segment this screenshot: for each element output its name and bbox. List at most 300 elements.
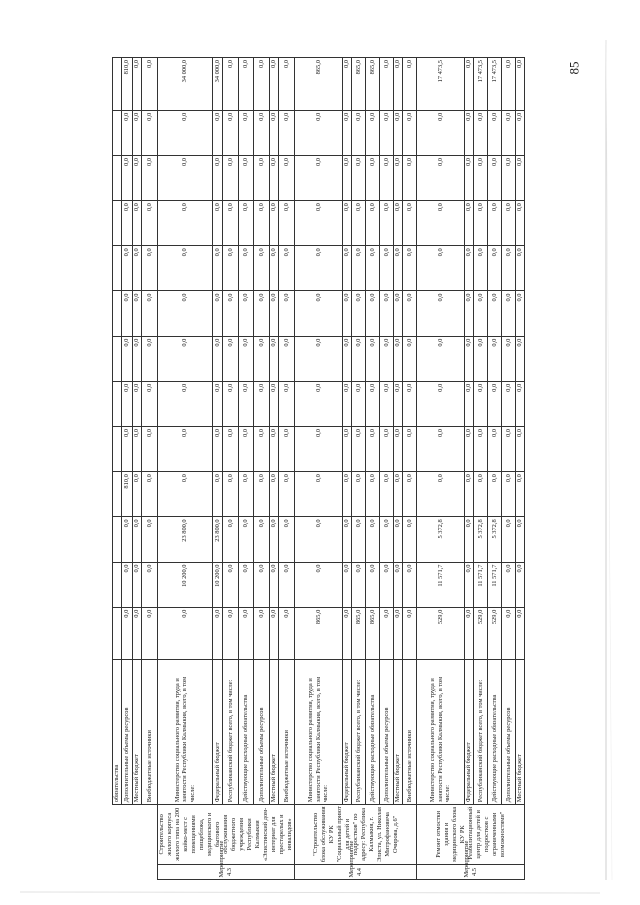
amount-cell: 0,0: [366, 201, 380, 246]
amount-cell: 0,0: [254, 517, 269, 562]
amount-cell: 0,0: [158, 246, 213, 291]
amount-cell: 0,0: [213, 427, 223, 472]
amount-cell: 0,0: [516, 562, 525, 607]
funding-source-cell: Местный бюджет: [133, 660, 142, 804]
amount-cell: 0,0: [213, 381, 223, 426]
amount-cell: 0,0: [223, 427, 238, 472]
amount-cell: 0,0: [474, 201, 488, 246]
amount-cell: 0,0: [366, 472, 380, 517]
amount-cell: 0,0: [295, 110, 343, 155]
amount-cell: 0,0: [295, 201, 343, 246]
amount-cell: 0,0: [254, 562, 269, 607]
amount-cell: 0,0: [295, 517, 343, 562]
amount-cell: 0,0: [133, 472, 142, 517]
table-row: [343, 58, 352, 880]
amount-cell: 0,0: [352, 562, 366, 607]
amount-cell: 0,0: [474, 381, 488, 426]
amount-cell: 865,0: [366, 58, 380, 111]
amount-cell: 0,0: [465, 110, 474, 155]
amount-cell: 0,0: [502, 336, 516, 381]
amount-cell: 0,0: [465, 291, 474, 336]
amount-cell: [113, 562, 122, 607]
amount-cell: 0,0: [502, 562, 516, 607]
amount-cell: 0,0: [417, 427, 465, 472]
amount-cell: 0,0: [223, 562, 238, 607]
amount-cell: 0,0: [213, 110, 223, 155]
amount-cell: 0,0: [133, 562, 142, 607]
amount-cell: 0,0: [213, 155, 223, 200]
amount-cell: 529,0: [417, 607, 465, 660]
amount-cell: 0,0: [213, 246, 223, 291]
amount-cell: 0,0: [269, 155, 279, 200]
amount-cell: [113, 336, 122, 381]
funding-source-cell: обязательства: [113, 660, 122, 804]
amount-cell: 0,0: [343, 472, 352, 517]
amount-cell: 0,0: [223, 58, 238, 111]
funding-source-cell: Республиканский бюджет всего, в том числе:: [223, 660, 238, 804]
amount-cell: 0,0: [122, 291, 133, 336]
amount-cell: 0,0: [403, 336, 417, 381]
amount-cell: 0,0: [417, 155, 465, 200]
amount-cell: 0,0: [122, 201, 133, 246]
amount-cell: 0,0: [417, 110, 465, 155]
amount-cell: 0,0: [488, 427, 502, 472]
amount-cell: 5 372,8: [474, 517, 488, 562]
amount-cell: 0,0: [142, 607, 158, 660]
amount-cell: 0,0: [122, 562, 133, 607]
table-row: [488, 58, 502, 880]
funding-source-cell: Федеральный бюджет: [213, 660, 223, 804]
amount-cell: 0,0: [488, 201, 502, 246]
amount-cell: 0,0: [254, 607, 269, 660]
amount-cell: 0,0: [380, 246, 394, 291]
empty-cell: [113, 804, 122, 864]
amount-cell: 0,0: [502, 246, 516, 291]
amount-cell: 0,0: [238, 607, 253, 660]
amount-cell: 0,0: [394, 246, 403, 291]
amount-cell: 0,0: [343, 607, 352, 660]
amount-cell: 0,0: [213, 201, 223, 246]
amount-cell: 0,0: [352, 381, 366, 426]
amount-cell: 0,0: [133, 607, 142, 660]
funding-source-cell: Внебюджетные источники: [403, 660, 417, 804]
amount-cell: 0,0: [343, 58, 352, 111]
amount-cell: 0,0: [279, 110, 295, 155]
table-row: [502, 58, 516, 880]
amount-cell: 0,0: [223, 155, 238, 200]
amount-cell: 0,0: [122, 381, 133, 426]
amount-cell: 10 200,0: [158, 562, 213, 607]
amount-cell: 0,0: [502, 472, 516, 517]
empty-cell: [113, 864, 122, 879]
funding-source-cell: Внебюджетные источники: [279, 660, 295, 804]
amount-cell: 0,0: [133, 427, 142, 472]
amount-cell: 0,0: [516, 201, 525, 246]
amount-cell: 0,0: [352, 110, 366, 155]
amount-cell: 0,0: [516, 246, 525, 291]
amount-cell: 865,0: [295, 607, 343, 660]
amount-cell: 0,0: [465, 246, 474, 291]
amount-cell: 0,0: [394, 291, 403, 336]
measure-title-cell: "Строительство блока обслуживания КУ РК "Социальный приют для детей и подростков" по адресу: Республика Калмыкия, г. Элиста, ул. Николая Митрофановича Очирова, д.6": [295, 804, 417, 864]
amount-cell: 0,0: [279, 427, 295, 472]
amount-cell: 0,0: [213, 291, 223, 336]
amount-cell: [113, 246, 122, 291]
amount-cell: 0,0: [352, 427, 366, 472]
amount-cell: 0,0: [238, 110, 253, 155]
amount-cell: 0,0: [403, 110, 417, 155]
amount-cell: 0,0: [223, 607, 238, 660]
empty-cell: [122, 864, 133, 879]
amount-cell: 0,0: [394, 562, 403, 607]
amount-cell: 0,0: [352, 291, 366, 336]
amount-cell: 0,0: [380, 607, 394, 660]
amount-cell: 0,0: [366, 110, 380, 155]
amount-cell: 0,0: [465, 336, 474, 381]
amount-cell: 5 372,8: [488, 517, 502, 562]
amount-cell: 0,0: [417, 381, 465, 426]
amount-cell: 0,0: [403, 472, 417, 517]
amount-cell: 0,0: [516, 155, 525, 200]
funding-source-cell: Дополнительные объемы ресурсов: [122, 660, 133, 804]
amount-cell: 0,0: [223, 381, 238, 426]
amount-cell: 0,0: [142, 381, 158, 426]
table-row: [122, 58, 133, 880]
funding-source-cell: Местный бюджет: [269, 660, 279, 804]
amount-cell: 810,0: [122, 58, 133, 111]
amount-cell: 0,0: [417, 246, 465, 291]
amount-cell: 0,0: [269, 110, 279, 155]
amount-cell: 0,0: [417, 201, 465, 246]
amount-cell: 0,0: [142, 562, 158, 607]
funding-source-cell: Дополнительные объемы ресурсов: [502, 660, 516, 804]
amount-cell: 5 372,8: [417, 517, 465, 562]
amount-cell: 0,0: [380, 381, 394, 426]
amount-cell: 0,0: [488, 155, 502, 200]
amount-cell: 0,0: [352, 336, 366, 381]
amount-cell: 0,0: [352, 472, 366, 517]
amount-cell: 0,0: [158, 155, 213, 200]
amount-cell: 810,0: [122, 472, 133, 517]
amount-cell: 0,0: [394, 427, 403, 472]
table-row: [465, 58, 474, 880]
amount-cell: 865,0: [352, 607, 366, 660]
amount-cell: 0,0: [366, 562, 380, 607]
table-row: [213, 58, 223, 880]
amount-cell: 0,0: [465, 607, 474, 660]
amount-cell: 0,0: [502, 155, 516, 200]
amount-cell: 0,0: [279, 336, 295, 381]
amount-cell: 0,0: [133, 336, 142, 381]
amount-cell: 865,0: [352, 58, 366, 111]
amount-cell: 0,0: [352, 246, 366, 291]
table-row: [295, 58, 343, 880]
amount-cell: 529,0: [474, 607, 488, 660]
amount-cell: 0,0: [279, 472, 295, 517]
amount-cell: [113, 381, 122, 426]
table-row: [223, 58, 238, 880]
amount-cell: 0,0: [394, 155, 403, 200]
amount-cell: 0,0: [295, 427, 343, 472]
funding-source-cell: Министерство социального развития, труда и занятости Республики Калмыкия, всего, в том числе:: [417, 660, 465, 804]
empty-cell: [133, 864, 142, 879]
amount-cell: 0,0: [394, 58, 403, 111]
amount-cell: 0,0: [158, 336, 213, 381]
amount-cell: 0,0: [465, 562, 474, 607]
amount-cell: 0,0: [142, 336, 158, 381]
amount-cell: 0,0: [380, 58, 394, 111]
amount-cell: 0,0: [394, 381, 403, 426]
amount-cell: 0,0: [343, 336, 352, 381]
amount-cell: 0,0: [366, 381, 380, 426]
amount-cell: 0,0: [488, 472, 502, 517]
funding-source-cell: Федеральный бюджет: [465, 660, 474, 804]
amount-cell: 0,0: [474, 246, 488, 291]
amount-cell: 0,0: [366, 427, 380, 472]
amount-cell: 0,0: [474, 110, 488, 155]
amount-cell: 0,0: [269, 291, 279, 336]
amount-cell: 0,0: [269, 607, 279, 660]
amount-cell: 0,0: [158, 427, 213, 472]
amount-cell: 0,0: [516, 607, 525, 660]
amount-cell: 0,0: [279, 381, 295, 426]
amount-cell: 0,0: [403, 607, 417, 660]
amount-cell: 0,0: [279, 517, 295, 562]
amount-cell: 0,0: [122, 517, 133, 562]
amount-cell: 0,0: [269, 562, 279, 607]
amount-cell: 0,0: [343, 291, 352, 336]
amount-cell: 0,0: [417, 472, 465, 517]
amount-cell: 0,0: [474, 472, 488, 517]
amount-cell: 0,0: [238, 201, 253, 246]
amount-cell: 0,0: [223, 336, 238, 381]
table-row: [403, 58, 417, 880]
funding-source-cell: Действующие расходные обязательства: [366, 660, 380, 804]
amount-cell: 0,0: [142, 427, 158, 472]
table-row: [279, 58, 295, 880]
amount-cell: 0,0: [269, 517, 279, 562]
amount-cell: 0,0: [142, 58, 158, 111]
amount-cell: 0,0: [516, 427, 525, 472]
amount-cell: 0,0: [465, 201, 474, 246]
funding-source-cell: Внебюджетные источники: [142, 660, 158, 804]
funding-source-cell: Действующие расходные обязательства: [488, 660, 502, 804]
amount-cell: [113, 517, 122, 562]
amount-cell: 0,0: [488, 291, 502, 336]
amount-cell: 11 571,7: [417, 562, 465, 607]
amount-cell: 0,0: [502, 517, 516, 562]
amount-cell: 0,0: [403, 291, 417, 336]
funding-source-cell: Министерство социального развития, труда и занятости Республики Калмыкия, всего, в том числе:: [158, 660, 213, 804]
amount-cell: 0,0: [238, 246, 253, 291]
amount-cell: 0,0: [269, 201, 279, 246]
amount-cell: [113, 58, 122, 111]
table-row: [417, 58, 465, 880]
amount-cell: 0,0: [223, 517, 238, 562]
amount-cell: 0,0: [295, 381, 343, 426]
amount-cell: 0,0: [394, 472, 403, 517]
amount-cell: 0,0: [516, 381, 525, 426]
amount-cell: 0,0: [502, 291, 516, 336]
amount-cell: 0,0: [417, 291, 465, 336]
amount-cell: 0,0: [343, 201, 352, 246]
amount-cell: 0,0: [122, 336, 133, 381]
amount-cell: 0,0: [269, 58, 279, 111]
amount-cell: 0,0: [343, 517, 352, 562]
amount-cell: [113, 607, 122, 660]
amount-cell: 0,0: [394, 201, 403, 246]
amount-cell: 0,0: [488, 110, 502, 155]
amount-cell: 0,0: [516, 291, 525, 336]
amount-cell: 0,0: [295, 246, 343, 291]
amount-cell: 17 473,5: [417, 58, 465, 111]
funding-source-cell: Министерство социального развития, труда и занятости Республики Калмыкия, всего, в том числе:: [295, 660, 343, 804]
funding-table: [112, 57, 525, 880]
amount-cell: 0,0: [133, 381, 142, 426]
amount-cell: 0,0: [122, 607, 133, 660]
amount-cell: 0,0: [254, 381, 269, 426]
amount-cell: 0,0: [269, 427, 279, 472]
amount-cell: 0,0: [223, 472, 238, 517]
amount-cell: 0,0: [465, 155, 474, 200]
table-row: [113, 58, 122, 880]
amount-cell: 0,0: [403, 427, 417, 472]
amount-cell: 0,0: [122, 246, 133, 291]
amount-cell: 0,0: [142, 472, 158, 517]
table-row: [269, 58, 279, 880]
funding-source-cell: Местный бюджет: [516, 660, 525, 804]
table-row: [142, 58, 158, 880]
amount-cell: 0,0: [465, 517, 474, 562]
amount-cell: 0,0: [417, 336, 465, 381]
amount-cell: 0,0: [122, 155, 133, 200]
amount-cell: 0,0: [502, 381, 516, 426]
amount-cell: 0,0: [343, 110, 352, 155]
amount-cell: 0,0: [465, 381, 474, 426]
amount-cell: 0,0: [502, 110, 516, 155]
amount-cell: 0,0: [295, 472, 343, 517]
table-row: [133, 58, 142, 880]
amount-cell: 11 571,7: [488, 562, 502, 607]
amount-cell: 0,0: [142, 517, 158, 562]
amount-cell: 0,0: [343, 155, 352, 200]
measure-title-cell: Строительство жилого корпуса жилого типа на 200 койко-мест с помещениями пищеблока, медицинского и бытового обслуживания бюджетного учреждения Республики Калмыкия «Элистинский дом-интернат для престарелых и инвалидов»: [158, 804, 295, 864]
amount-cell: 0,0: [269, 246, 279, 291]
amount-cell: 0,0: [223, 291, 238, 336]
empty-cell: [122, 804, 133, 864]
funding-source-cell: Местный бюджет: [394, 660, 403, 804]
amount-cell: 0,0: [238, 381, 253, 426]
amount-cell: 34 000,0: [213, 58, 223, 111]
amount-cell: 0,0: [488, 381, 502, 426]
amount-cell: 0,0: [133, 155, 142, 200]
amount-cell: 10 200,0: [213, 562, 223, 607]
amount-cell: [113, 472, 122, 517]
amount-cell: 0,0: [516, 110, 525, 155]
amount-cell: 0,0: [380, 291, 394, 336]
amount-cell: 0,0: [502, 427, 516, 472]
amount-cell: 0,0: [380, 562, 394, 607]
table-row: [352, 58, 366, 880]
amount-cell: 0,0: [238, 155, 253, 200]
amount-cell: 0,0: [516, 336, 525, 381]
amount-cell: 0,0: [142, 246, 158, 291]
amount-cell: 0,0: [213, 607, 223, 660]
empty-cell: [142, 864, 158, 879]
amount-cell: 0,0: [465, 472, 474, 517]
amount-cell: 0,0: [279, 155, 295, 200]
amount-cell: 0,0: [269, 336, 279, 381]
amount-cell: 0,0: [133, 110, 142, 155]
amount-cell: 0,0: [254, 58, 269, 111]
amount-cell: [113, 427, 122, 472]
amount-cell: 0,0: [502, 58, 516, 111]
amount-cell: 0,0: [213, 336, 223, 381]
amount-cell: 0,0: [238, 58, 253, 111]
amount-cell: 0,0: [223, 201, 238, 246]
amount-cell: 0,0: [254, 336, 269, 381]
amount-cell: 0,0: [269, 472, 279, 517]
amount-cell: 0,0: [295, 291, 343, 336]
amount-cell: 0,0: [380, 110, 394, 155]
amount-cell: 0,0: [380, 155, 394, 200]
table-row: [238, 58, 253, 880]
amount-cell: 0,0: [343, 427, 352, 472]
funding-source-cell: Действующие расходные обязательства: [238, 660, 253, 804]
amount-cell: 0,0: [474, 155, 488, 200]
amount-cell: 0,0: [279, 562, 295, 607]
amount-cell: 17 473,5: [474, 58, 488, 111]
amount-cell: 865,0: [366, 607, 380, 660]
empty-cell: [133, 804, 142, 864]
amount-cell: 0,0: [279, 58, 295, 111]
amount-cell: 0,0: [502, 607, 516, 660]
amount-cell: 0,0: [403, 562, 417, 607]
amount-cell: 0,0: [254, 427, 269, 472]
amount-cell: 0,0: [352, 517, 366, 562]
table-row: [516, 58, 525, 880]
amount-cell: 0,0: [380, 472, 394, 517]
amount-cell: 0,0: [488, 336, 502, 381]
page-number: 85: [566, 61, 582, 75]
measure-stage-cell: Мероприятие 4.4: [295, 864, 417, 879]
amount-cell: 23 800,0: [158, 517, 213, 562]
amount-cell: 0,0: [254, 110, 269, 155]
funding-source-cell: Дополнительные объемы ресурсов: [380, 660, 394, 804]
amount-cell: 0,0: [133, 291, 142, 336]
amount-cell: 0,0: [295, 336, 343, 381]
table-row: [474, 58, 488, 880]
empty-cell: [142, 804, 158, 864]
amount-cell: 0,0: [403, 155, 417, 200]
amount-cell: 0,0: [394, 607, 403, 660]
amount-cell: 0,0: [238, 291, 253, 336]
amount-cell: 0,0: [516, 517, 525, 562]
table-row: [158, 58, 213, 880]
amount-cell: 0,0: [279, 201, 295, 246]
amount-cell: 0,0: [343, 381, 352, 426]
measure-stage-cell: Мероприятие 4.3: [158, 864, 295, 879]
amount-cell: 865,0: [295, 58, 343, 111]
amount-cell: 0,0: [158, 110, 213, 155]
table-row: [254, 58, 269, 880]
amount-cell: 0,0: [133, 246, 142, 291]
amount-cell: 0,0: [394, 336, 403, 381]
amount-cell: 0,0: [158, 607, 213, 660]
amount-cell: 17 473,5: [488, 58, 502, 111]
amount-cell: 0,0: [133, 517, 142, 562]
amount-cell: 0,0: [158, 381, 213, 426]
